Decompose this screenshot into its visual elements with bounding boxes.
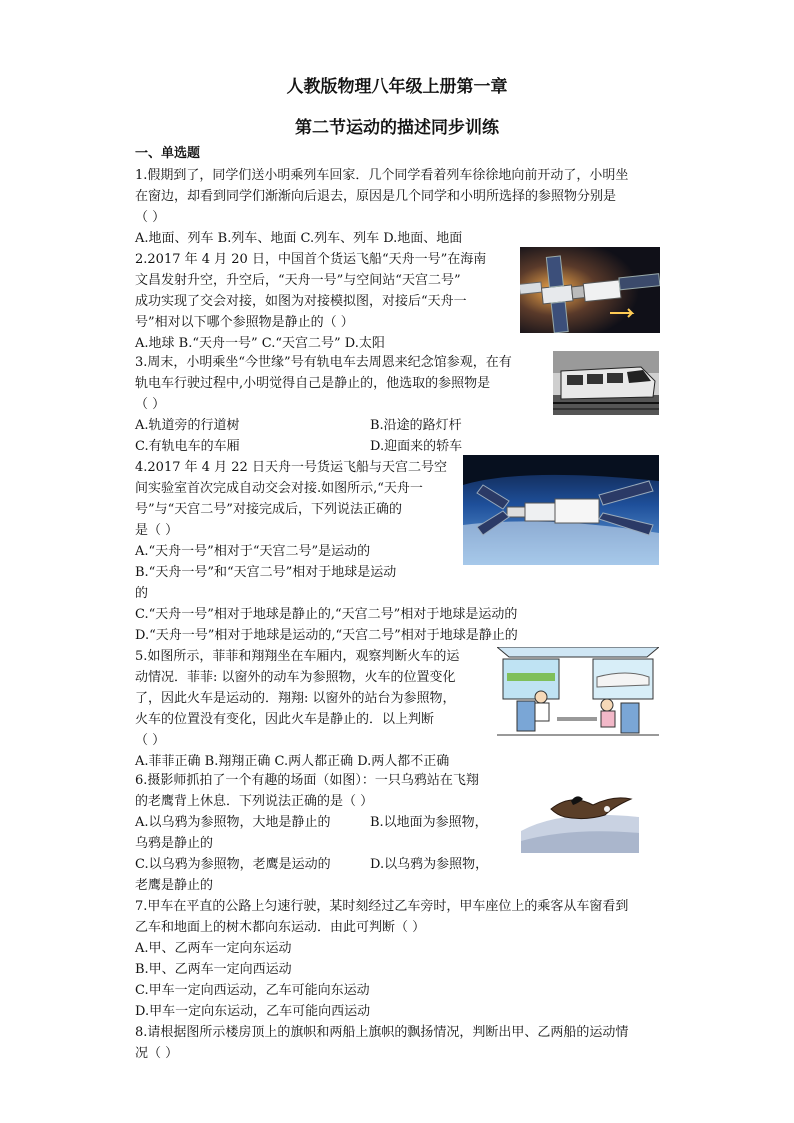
q3-option-d: D.迎面来的轿车 — [370, 439, 463, 454]
q8-line-1: 8.请根据图所示楼房顶上的旗帜和两船上旗帜的飘扬情况，判断出甲、乙两船的运动情 — [135, 1025, 629, 1040]
q7-option-d: D.甲车一定向东运动，乙车可能向西运动 — [135, 1004, 371, 1019]
q2-line-1: 2.2017 年 4 月 20 日，中国首个货运飞船“天舟一号”在海南 — [135, 252, 487, 267]
q3-line-2: 轨电车行驶过程中,小明觉得自己是静止的，他选取的参照物是 — [135, 376, 491, 391]
q4-option-d: D.“天舟一号”相对于地球是运动的,“天宫二号”相对于地球是静止的 — [135, 628, 518, 643]
q4-line-1: 4.2017 年 4 月 22 日天舟一号货运飞船与天宫二号空 — [135, 460, 447, 475]
q6-line-2: 的老鹰背上休息．下列说法正确的是（ ） — [135, 794, 374, 809]
train-carriage-illustration — [497, 647, 659, 739]
q2-line-4: 号”相对以下哪个参照物是静止的（ ） — [135, 315, 354, 330]
q6-option-d-line-1: D.以乌鸦为参照物， — [370, 857, 489, 872]
q6-option-c: C.以乌鸦为参照物，老鹰是运动的 — [135, 857, 331, 872]
q6-option-d-line-2: 老鹰是静止的 — [135, 878, 214, 893]
q7-option-a: A.甲、乙两车一定向东运动 — [135, 941, 292, 956]
q2-options: A.地球 B.“天舟一号” C.“天宫二号” D.太阳 — [135, 336, 385, 351]
tram-photo — [553, 351, 659, 415]
q4-line-2: 间实验室首次完成自动交会对接.如图所示,“天舟一 — [135, 481, 423, 496]
docking-simulation-image — [520, 247, 660, 333]
q1-line-1: 1.假期到了，同学们送小明乘列车回家．几个同学看着列车徐徐地向前开动了，小明坐 — [135, 168, 629, 183]
q6-option-a: A.以乌鸦为参照物，大地是静止的 — [135, 815, 331, 830]
q3-line-1: 3.周末，小明乘坐“今世缘”号有轨电车去周恩来纪念馆参观，在有 — [135, 355, 512, 370]
q8-line-2: 况（ ） — [135, 1046, 179, 1061]
q7-option-c: C.甲车一定向西运动，乙车可能向东运动 — [135, 983, 370, 998]
crow-on-eagle-photo — [521, 787, 639, 853]
q5-line-3: 了，因此火车是运动的．翔翔: 以窗外的站台为参照物， — [135, 691, 456, 706]
q4-option-a: A.“天舟一号”相对于“天宫二号”是运动的 — [135, 544, 371, 559]
space-station-photo — [463, 455, 659, 565]
q4-option-b-line-1: B.“天舟一号”和“天宫二号”相对于地球是运动 — [135, 565, 397, 580]
q1-line-2: 在窗边，却看到同学们渐渐向后退去，原因是几个同学和小明所选择的参照物分别是 — [135, 189, 617, 204]
q6-line-1: 6.摄影师抓拍了一个有趣的场面（如图）：一只乌鸦站在飞翔 — [135, 773, 479, 788]
q7-option-b: B.甲、乙两车一定向西运动 — [135, 962, 292, 977]
q7-line-2: 乙车和地面上的树木都向东运动．由此可判断（ ） — [135, 920, 426, 935]
q3-option-b: B.沿途的路灯杆 — [370, 418, 462, 433]
doc-title: 人教版物理八年级上册第一章 — [286, 77, 508, 97]
q2-line-3: 成功实现了交会对接，如图为对接模拟图，对接后“天舟一 — [135, 294, 467, 309]
q7-line-1: 7.甲车在平直的公路上匀速行驶，某时刻经过乙车旁时，甲车座位上的乘客从车窗看到 — [135, 899, 629, 914]
q3-option-a: A.轨道旁的行道树 — [135, 418, 240, 433]
q1-line-3: （ ） — [135, 210, 166, 225]
q5-line-1: 5.如图所示，菲菲和翔翔坐在车厢内，观察判断火车的运 — [135, 649, 460, 664]
q5-line-5: （ ） — [135, 733, 166, 748]
q4-option-c: C.“天舟一号”相对于地球是静止的,“天宫二号”相对于地球是运动的 — [135, 607, 518, 622]
q4-option-b-line-2: 的 — [135, 586, 149, 601]
q3-option-c: C.有轨电车的车厢 — [135, 439, 240, 454]
q4-line-4: 是（ ） — [135, 523, 179, 538]
q6-option-b-line-2: 乌鸦是静止的 — [135, 836, 214, 851]
q4-line-3: 号”与“天宫二号”对接完成后，下列说法正确的 — [135, 502, 402, 517]
q5-options: A.菲菲正确 B.翔翔正确 C.两人都正确 D.两人都不正确 — [135, 754, 450, 769]
q5-line-2: 动情况．菲菲: 以窗外的动车为参照物，火车的位置变化 — [135, 670, 456, 685]
doc-subtitle: 第二节运动的描述同步训练 — [295, 118, 499, 138]
section-heading: 一、单选题 — [135, 146, 201, 161]
q1-options: A.地面、列车 B.列车、地面 C.列车、列车 D.地面、地面 — [135, 231, 463, 246]
q3-line-3: （ ） — [135, 397, 166, 412]
q5-line-4: 火车的位置没有变化，因此火车是静止的．以上判断 — [135, 712, 435, 727]
q6-option-b-line-1: B.以地面为参照物， — [370, 815, 488, 830]
q2-line-2: 文昌发射升空，升空后，“天舟一号”与空间站“天宫二号” — [135, 273, 461, 288]
